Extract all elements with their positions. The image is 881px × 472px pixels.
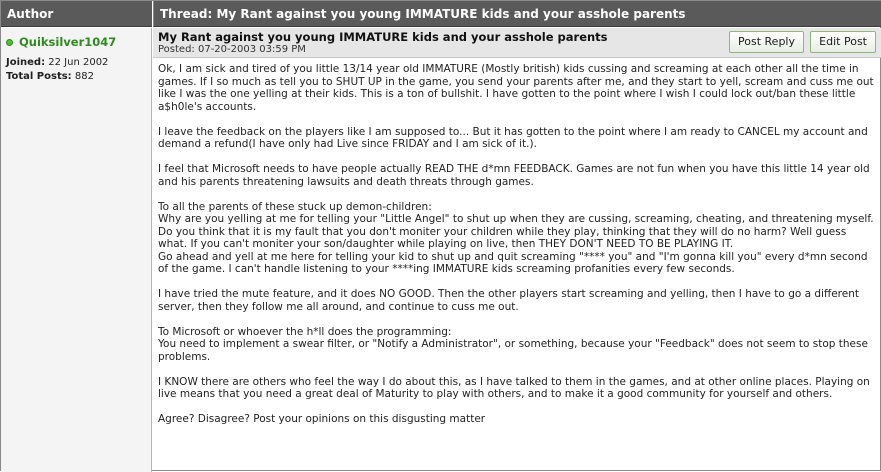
post-paragraph: Ok, I am sick and tired of you little 13/14 year old IMMATURE (Mostly british) kids cussing and screaming at each other all the time in games. If I so much as tell you to SHUT UP in the game, you send your parents after me, and they start to yell, scream and cuss me out like I was the one yelling at their kids. This is a ton of bullshit. I have gotten to the point where I wish I could lock out/ban these little a$h0le's accounts. bbox=[158, 63, 874, 113]
author-column-header: Author bbox=[1, 1, 152, 27]
online-status-icon bbox=[6, 39, 13, 46]
joined-value: 22 Jun 2002 bbox=[48, 57, 109, 68]
post-header bbox=[153, 28, 881, 58]
post-paragraph: I feel that Microsoft needs to have people actually READ THE d*mn FEEDBACK. Games are not fun when you have this little 14 year old and his parents threatening lawsuits and death threats through games. bbox=[158, 163, 870, 188]
post-paragraph: To all the parents of these stuck up demon-children: Why are you yelling at me for telling your "Little Angel" to shut up when they are cussing, screaming, cheating, and threatening myself. Do you think that it is my fault that you don't moniter your children while they play, thinking that they will do no harm? Well guess what. If you can't moniter your son/daughter while playing on live, then THEY DON'T NEED TO BE PLAYING IT. Go ahead and yell at me here for telling your kid to shut up and quit screaming "**** you" and "I'm gonna kill you" every d*mn second of the game. I can't handle listening to your ****ing IMMATURE kids screaming profanities every few seconds. bbox=[158, 200, 874, 275]
post-timestamp: Posted: 07-20-2003 03:59 PM bbox=[158, 44, 306, 55]
author-sidebar bbox=[1, 28, 152, 472]
joined-label: Joined: bbox=[6, 57, 46, 68]
thread-title-header: Thread: My Rant against you young IMMATURE kids and your asshole parents bbox=[153, 1, 881, 27]
post-count-label: Total Posts: bbox=[6, 71, 72, 82]
post-paragraph: I leave the feedback on the players like I am supposed to... But it has gotten to the point where I am ready to CANCEL my account and demand a refund(I have only had Live since FRIDAY and I am sick of it.). bbox=[158, 125, 868, 150]
post-paragraph: To Microsoft or whoever the h*ll does the programming: You need to implement a swear filter, or "Notify a Administrator", or something, because your "Feedback" does not seem to stop these problems. bbox=[158, 325, 868, 363]
edit-post-button[interactable]: Edit Post bbox=[810, 31, 876, 53]
author-username-row bbox=[6, 34, 146, 50]
author-meta bbox=[6, 56, 146, 84]
post-title: My Rant against you young IMMATURE kids and your asshole parents bbox=[158, 30, 608, 44]
author-username-link[interactable]: Quiksilver1047 bbox=[19, 35, 117, 49]
post-paragraph: I have tried the mute feature, and it does NO GOOD. Then the other players start screaming and yelling, then I have to go a different server, then they follow me all around, and continue to cuss me out. bbox=[158, 288, 859, 313]
joined-row bbox=[6, 56, 146, 70]
post-reply-button[interactable]: Post Reply bbox=[729, 31, 804, 53]
post-body bbox=[153, 58, 881, 426]
post-paragraph: I KNOW there are others who feel the way I do about this, as I have talked to them in the games, and at other online places. Playing on live means that you need a great deal of Maturity to play with others, and to make it a good community for yourself and others. bbox=[158, 375, 870, 400]
post-main bbox=[153, 28, 881, 472]
post-count-row bbox=[6, 70, 146, 84]
post-paragraph: Agree? Disagree? Post your opinions on this disgusting matter bbox=[158, 413, 486, 425]
post-count-value: 882 bbox=[74, 71, 94, 82]
